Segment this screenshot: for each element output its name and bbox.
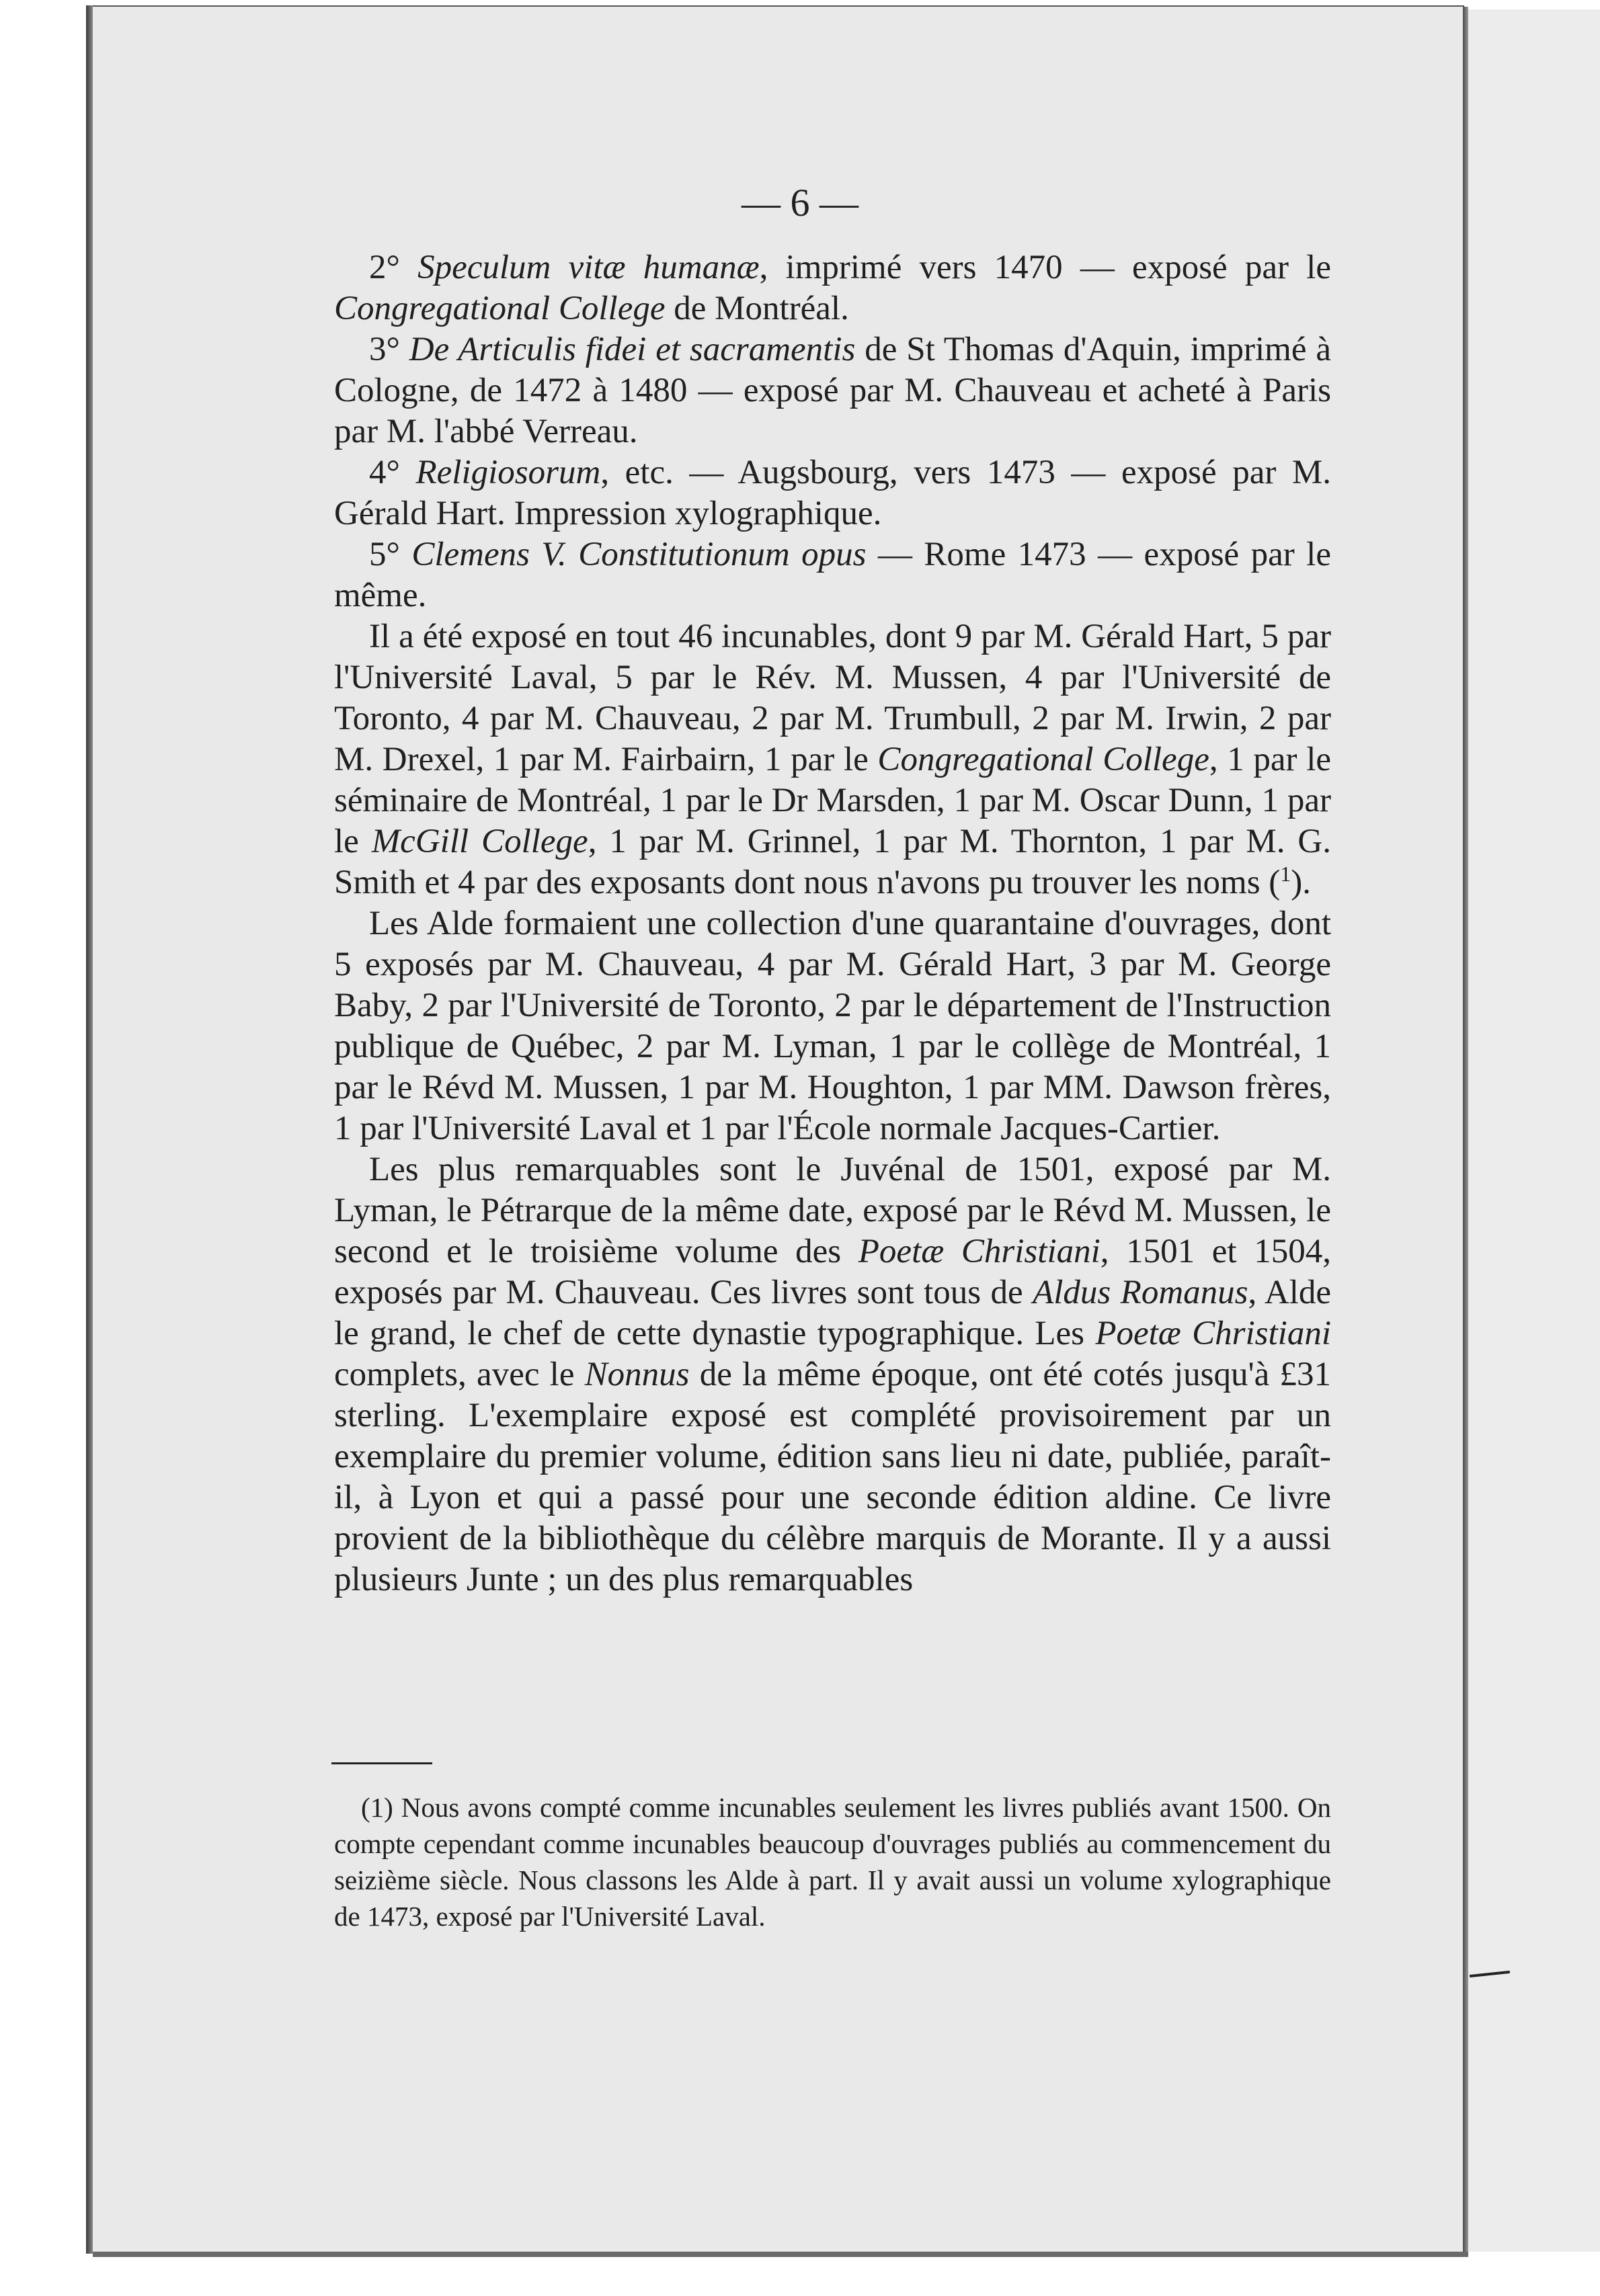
- text-run: 1: [1280, 862, 1291, 886]
- paragraph: [334, 1149, 1331, 1600]
- paragraph: [334, 329, 1331, 452]
- text-run: Il a été exposé en tout 46 incunables, dont 9 par M. Gérald Hart, 5 par l'Université Laval, 5 par le Rév. M. Mussen, 4 par l'Université de Toronto, 4 par M. Chauveau, 2 par M. Trumbull, 2 par M. Irwin, 2 par M. Drexel, 1 par M. Fairbairn, 1 par le: [334, 618, 1331, 778]
- italic-title: Nonnus: [584, 1356, 690, 1393]
- paragraph: [334, 903, 1331, 1149]
- text-run: , imprimé vers 1470 — exposé par le: [759, 249, 1331, 286]
- text-run: 2°: [369, 249, 418, 286]
- italic-title: Poetæ Christiani: [1095, 1315, 1331, 1352]
- text-run: 5°: [369, 536, 412, 573]
- text-run: 4°: [369, 454, 416, 491]
- text-run: — Rome 1473 — exposé par le même.: [334, 536, 1331, 614]
- text-run: , 1501 et 1504, exposés par M. Chauveau. Ces livres sont tous de: [334, 1233, 1331, 1311]
- italic-title: Speculum vitæ humanæ: [417, 249, 760, 286]
- footnote: (1) Nous avons compté comme incunables seulement les livres publiés avant 1500. On compte cependant comme incunables beaucoup d'ouvrages publiés au commencement du seizième siècle. Nous classons les Alde à part. Il y avait aussi un volume xylographique de 1473, exposé par l'Université Laval.: [334, 1792, 1331, 1932]
- italic-title: Congregational College: [877, 741, 1209, 778]
- italic-title: Aldus Romanus: [1033, 1274, 1248, 1311]
- text-run: 3°: [369, 331, 409, 368]
- text-run: , Alde le grand, le chef de cette dynastie typographique. Les: [334, 1274, 1332, 1352]
- scan-left-edge: [86, 5, 93, 2254]
- text-run: de St Thomas d'Aquin, imprimé à Cologne, de 1472 à 1480 — exposé par M. Chauveau et acheté à Paris par M. l'abbé Verreau.: [334, 331, 1331, 450]
- italic-title: Clemens V. Constitutionum opus: [411, 536, 867, 573]
- text-run: de la même époque, ont été cotés jusqu'à £31 sterling. L'exemplaire exposé est complété provisoirement par un exemplaire du premier volume, édition sans lieu ni date, publiée, paraît-il, à Lyon et qui a passé pour une seconde édition aldine. Ce livre provient de la bibliothèque du célèbre marquis de Morante. Il y a aussi plusieurs Junte ; un des plus remarquables: [334, 1356, 1332, 1598]
- paragraph: [334, 616, 1331, 903]
- paragraph: [334, 534, 1331, 616]
- text-run: , etc. — Augsbourg, vers 1473 — exposé par M. Gérald Hart. Impression xylographique.: [334, 454, 1331, 532]
- text-run: , 1 par le séminaire de Montréal, 1 par le Dr Marsden, 1 par M. Oscar Dunn, 1 par le: [334, 741, 1332, 860]
- body-text: [334, 247, 1331, 1600]
- footnote-rule: [331, 1762, 432, 1764]
- italic-title: Religiosorum: [415, 454, 601, 491]
- page-number: — 6 —: [742, 181, 858, 224]
- text-run: Les plus remarquables sont le Juvénal de 1501, exposé par M. Lyman, le Pétrarque de la même date, exposé par le Révd M. Mussen, le second et le troisième volume des: [334, 1151, 1331, 1270]
- italic-title: De Articulis fidei et sacramentis: [409, 331, 856, 368]
- page-gutter: [1463, 7, 1468, 2252]
- text-run: de Montréal.: [665, 290, 849, 327]
- paragraph: [334, 247, 1331, 329]
- italic-title: Poetæ Christiani: [858, 1233, 1101, 1270]
- text-run: complets, avec le: [334, 1356, 585, 1393]
- text-run: Les Alde formaient une collection d'une quarantaine d'ouvrages, dont 5 exposés par M. Chauveau, 4 par M. Gérald Hart, 3 par M. George Baby, 2 par l'Université de Toronto, 2 par le département de l'Instruction publique de Québec, 2 par M. Lyman, 1 par le collège de Montréal, 1 par le Révd M. Mussen, 1 par M. Houghton, 1 par MM. Dawson frères, 1 par l'Université Laval et 1 par l'École normale Jacques-Cartier.: [334, 905, 1331, 1147]
- italic-title: Congregational College: [334, 290, 666, 327]
- text-run: ).: [1291, 864, 1312, 901]
- page-bottom-edge: [93, 2252, 1468, 2257]
- adjacent-page-edge: [1468, 9, 1600, 2252]
- italic-title: McGill College: [371, 823, 588, 860]
- paragraph: [334, 452, 1331, 534]
- text-run: , 1 par M. Grinnel, 1 par M. Thornton, 1 par M. G. Smith et 4 par des exposants dont nous n'avons pu trouver les noms (: [334, 823, 1332, 901]
